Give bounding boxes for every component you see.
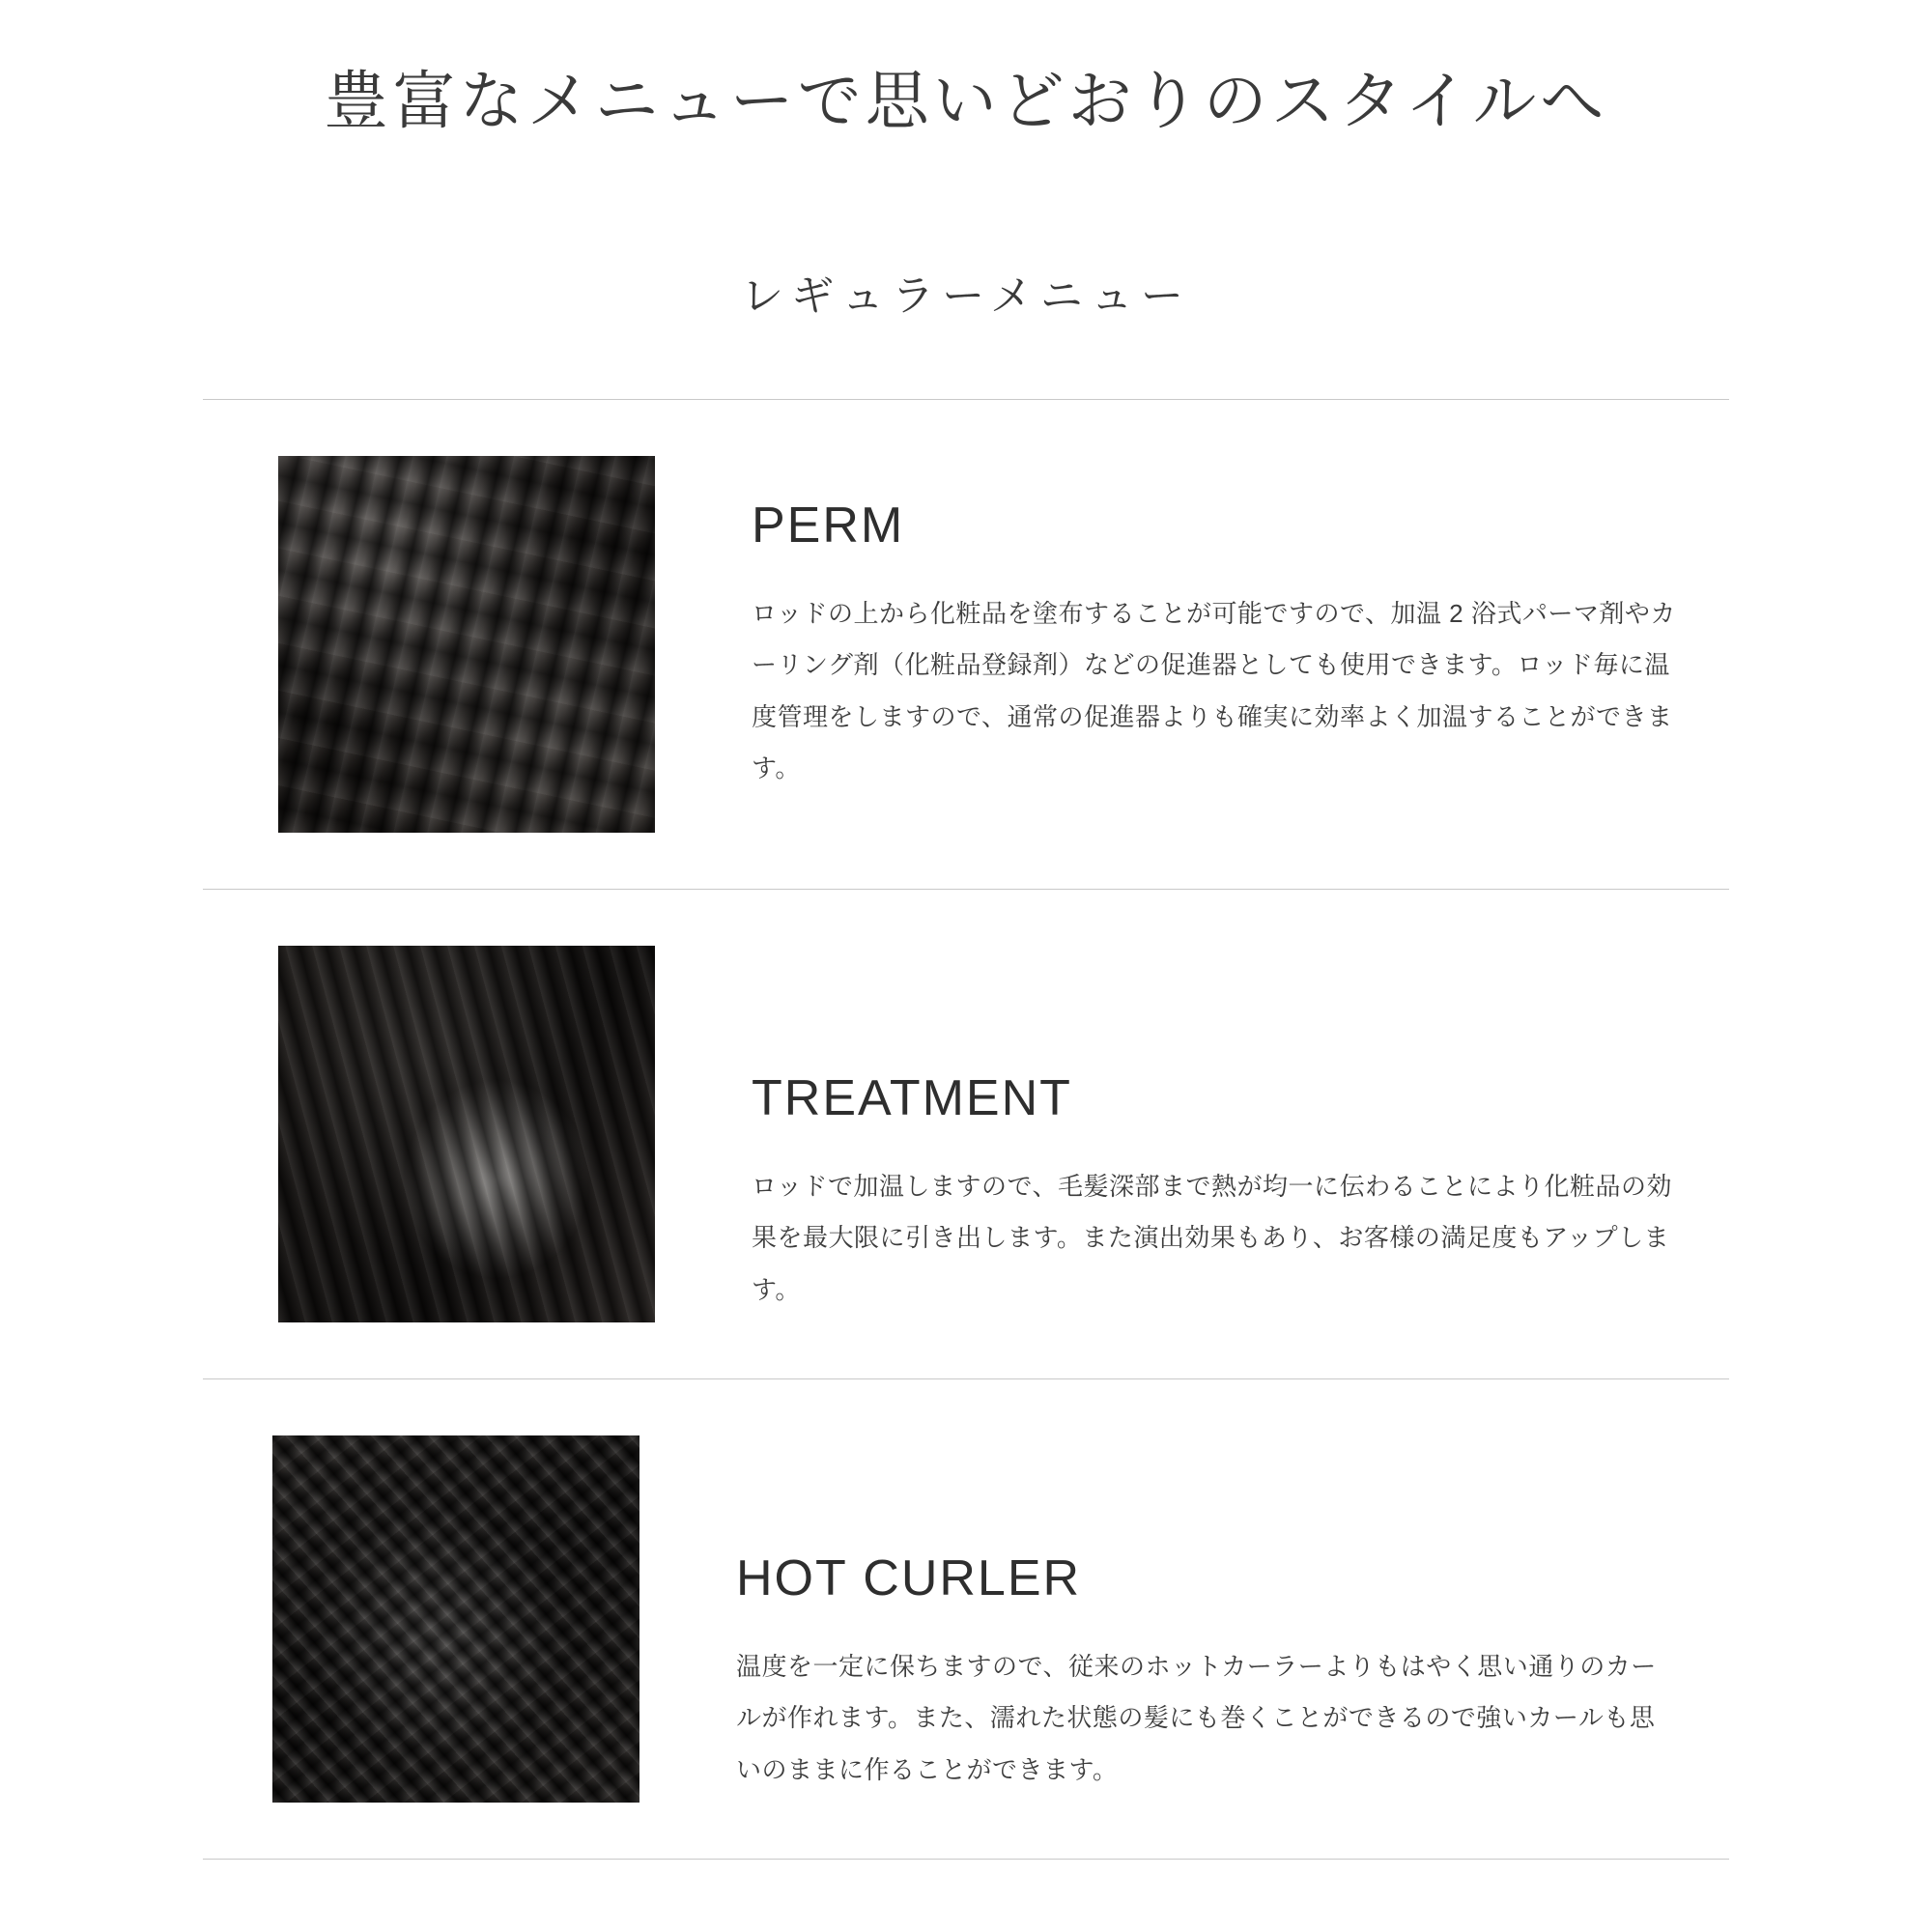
menu-item-description: 温度を一定に保ちますので、従来のホットカーラーよりもはやく思い通りのカールが作れます。また、濡れた状態の髪にも巻くことができるので強いカールも思いのままに作ることができます。 [736,1652,1657,1784]
page-title: 豊富なメニューで思いどおりのスタイルへ [324,65,1608,136]
menu-item-description: ロッドの上から化粧品を塗布することが可能ですので、加温 2 浴式パーマ剤やカーリング剤（化粧品登録剤）などの促進器としても使用できます。ロッド毎に温度管理をしますので、通常の促進器よりも確実に効率よく加温することができます。 [752,599,1676,783]
treatment-hair-photo [278,946,655,1322]
menu-item-title: HOT CURLER [736,1549,1082,1606]
perm-hair-photo [278,456,655,833]
list-item[interactable] [203,400,1729,889]
list-item[interactable] [203,890,1729,1378]
menu-item-text [752,946,1679,1316]
section-subtitle: レギュラーメニュー [741,271,1191,320]
list-item[interactable] [203,1379,1729,1859]
divider-bottom [203,1859,1729,1860]
menu-item-description: ロッドで加温しますので、毛髪深部まで熱が均一に伝わることにより化粧品の効果を最大限に引き出します。また演出効果もあり、お客様の満足度もアップします。 [752,1172,1672,1304]
menu-item-title: TREATMENT [752,1069,1072,1126]
menu-item-text [752,456,1679,794]
hot-curler-hair-photo [272,1435,639,1803]
menu-item-title: PERM [752,497,905,554]
menu-list [0,400,1932,1860]
menu-item-text [736,1435,1663,1796]
